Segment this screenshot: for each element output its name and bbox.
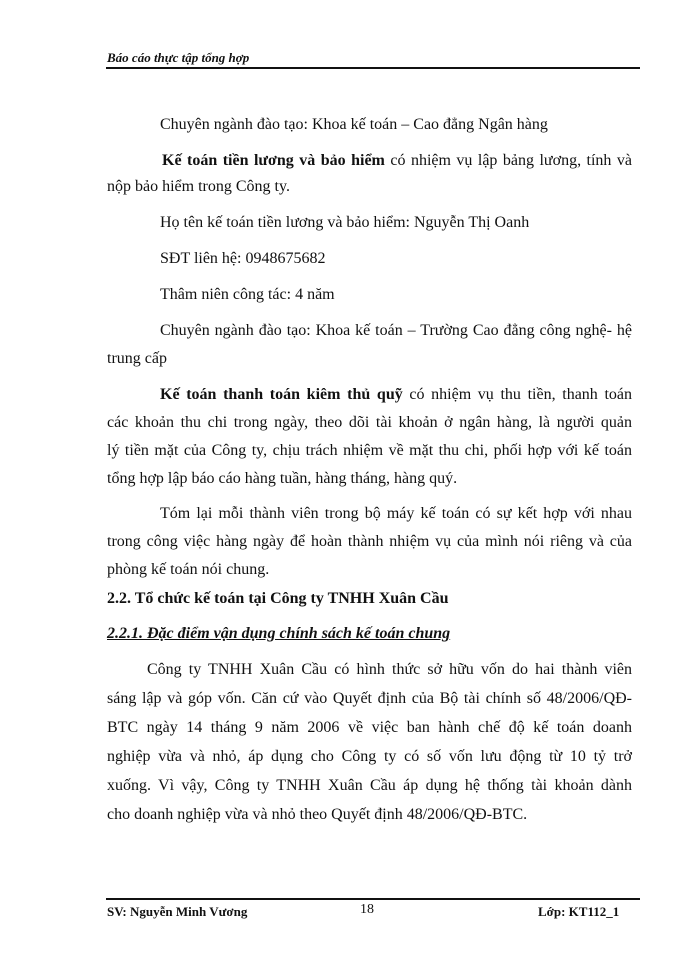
footer-student-name: SV: Nguyễn Minh Vương	[107, 904, 248, 919]
paragraph-cashier-line2: các khoản thu chi trong ngày, theo dõi tài khoản ở ngân hàng, là người quản	[107, 414, 632, 431]
paragraph-company-line2: sáng lập và góp vốn. Căn cứ vào Quyết định của Bộ tài chính số 48/2006/QĐ-	[107, 690, 632, 707]
paragraph-cashier-line4: tổng hợp lập báo cáo hàng tuần, hàng tháng, hàng quý.	[107, 470, 458, 487]
paragraph-company-line4: nghiệp vừa và nhỏ, áp dụng cho Công ty có số vốn lưu động từ 10 tỷ trở	[107, 748, 632, 765]
paragraph-summary-line1: Tóm lại mỗi thành viên trong bộ máy kế toán có sự kết hợp với nhau	[160, 505, 632, 522]
paragraph-summary-line3: phòng kế toán nói chung.	[107, 561, 270, 578]
paragraph-salary-accountant-line2: nộp bảo hiểm trong Công ty.	[107, 178, 290, 195]
paragraph-training-major: Chuyên ngành đào tạo: Khoa kế toán – Cao đẳng Ngân hàng	[160, 116, 548, 133]
subsection-heading: 2.2.1. Đặc điểm vận dụng chính sách kế toán chung	[107, 625, 451, 642]
footer-rule	[106, 898, 640, 900]
paragraph-cashier-line3: lý tiền mặt của Công ty, chịu trách nhiệm về mặt thu chi, phối hợp với kế toán	[107, 442, 632, 459]
paragraph-phone: SĐT liên hệ: 0948675682	[160, 250, 326, 267]
section-heading: 2.2. Tổ chức kế toán tại Công ty TNHH Xuân Cầu	[107, 590, 449, 607]
paragraph-salary-accountant-line1: Kế toán tiền lương và bảo hiểm có nhiệm vụ lập bảng lương, tính và	[162, 152, 633, 169]
paragraph-summary-line2: trong công việc hàng ngày để hoàn thành nhiệm vụ của mình nói riêng và của	[107, 533, 632, 550]
paragraph-cashier-line1: Kế toán thanh toán kiêm thủ quỹ có nhiệm vụ thu tiền, thanh toán	[160, 386, 633, 403]
footer-page-number: 18	[360, 902, 374, 917]
paragraph-salary-accountant-name: Họ tên kế toán tiền lương và bảo hiểm: Nguyễn Thị Oanh	[160, 214, 530, 231]
paragraph-company-line6: cho doanh nghiệp vừa và nhỏ theo Quyết định 48/2006/QĐ-BTC.	[107, 806, 528, 823]
paragraph-company-line1: Công ty TNHH Xuân Cầu có hình thức sở hữu vốn do hai thành viên	[147, 661, 632, 678]
paragraph-company-line3: BTC ngày 14 tháng 9 năm 2006 về việc ban hành chế độ kế toán doanh	[107, 719, 632, 736]
paragraph-training-major-2-line2: trung cấp	[107, 350, 167, 367]
footer-class: Lớp: KT112_1	[538, 904, 620, 919]
cashier-title: Kế toán thanh toán kiêm thủ quỹ	[160, 386, 403, 403]
header-rule	[106, 67, 640, 69]
paragraph-training-major-2-line1: Chuyên ngành đào tạo: Khoa kế toán – Trường Cao đẳng công nghệ- hệ	[160, 322, 632, 339]
salary-accountant-title: Kế toán tiền lương và bảo hiểm	[162, 152, 385, 169]
paragraph-seniority: Thâm niên công tác: 4 năm	[160, 286, 335, 303]
paragraph-company-line5: xuống. Vì vậy, Công ty TNHH Xuân Cầu áp dụng hệ thống tài khoản dành	[107, 777, 632, 794]
page-header-title: Báo cáo thực tập tổng hợp	[107, 50, 250, 65]
